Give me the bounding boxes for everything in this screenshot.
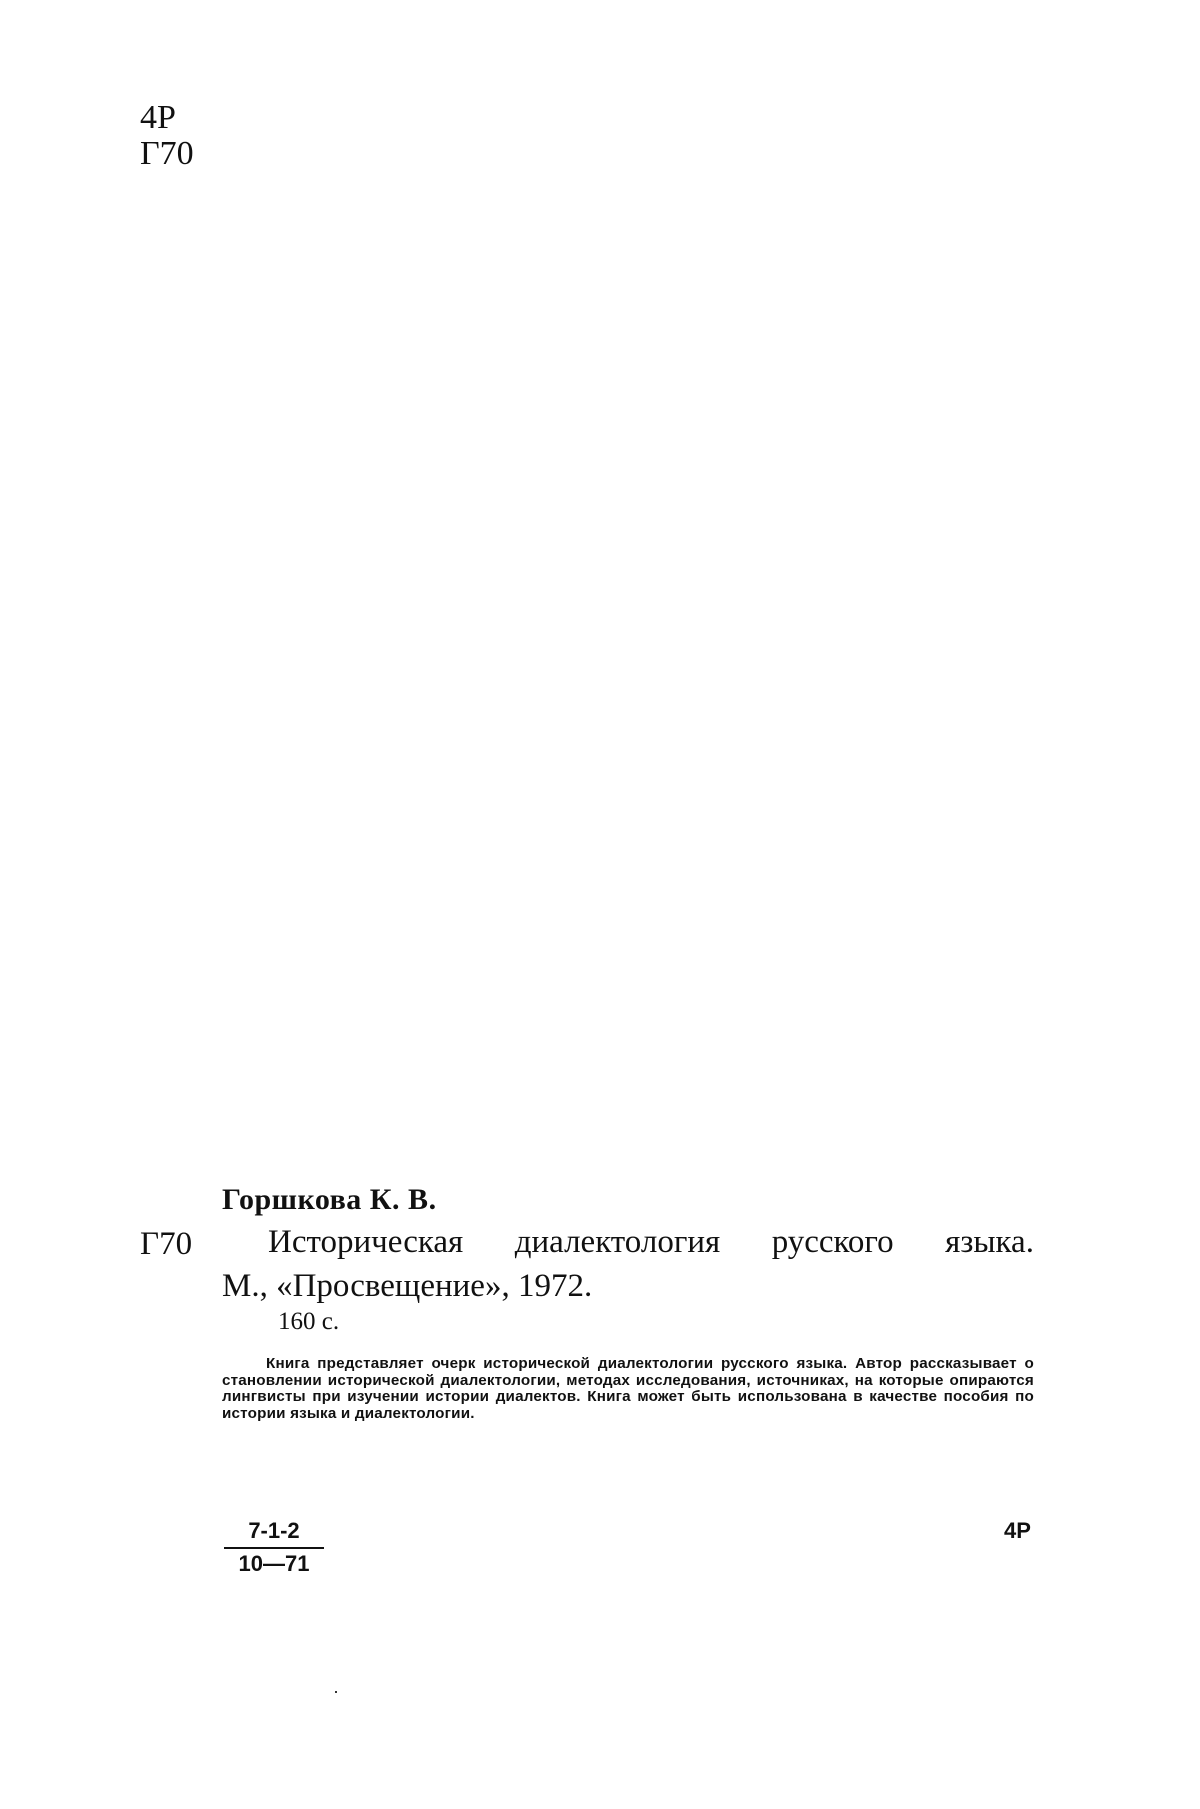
class-code: 4Р [1004,1518,1031,1543]
corner-code-line-2: Г70 [140,135,194,172]
author-name: Горшкова К. В. [222,1183,437,1216]
title-word: русского [771,1224,894,1260]
index-fraction [224,1518,324,1577]
corner-code-line-1: 4Р [140,99,176,136]
title-word: языка. [945,1224,1034,1260]
fraction-bar [224,1547,324,1549]
print-speck [335,1691,337,1693]
publication-info: М., «Просвещение», 1972. [222,1268,593,1304]
page-count: 160 с. [278,1308,340,1335]
fraction-numerator: 7-1-2 [248,1518,300,1543]
book-title [268,1224,1034,1261]
fraction-denominator: 10—71 [238,1551,310,1576]
corner-classification-code [140,100,194,172]
title-word: Историческая [268,1224,464,1260]
author-index: Г70 [140,1226,193,1262]
title-word: диалектология [514,1224,721,1260]
annotation-text: Книга представляет очерк исторической диалектологии русского языка. Автор рассказывает о становлении исторической диалектологии, методах исследования, источниках, на которые опираются лингвисты при изучении истории диалектов. Книга может быть использована в качестве пособия по истории языка и диалектологии. [222,1355,1034,1422]
